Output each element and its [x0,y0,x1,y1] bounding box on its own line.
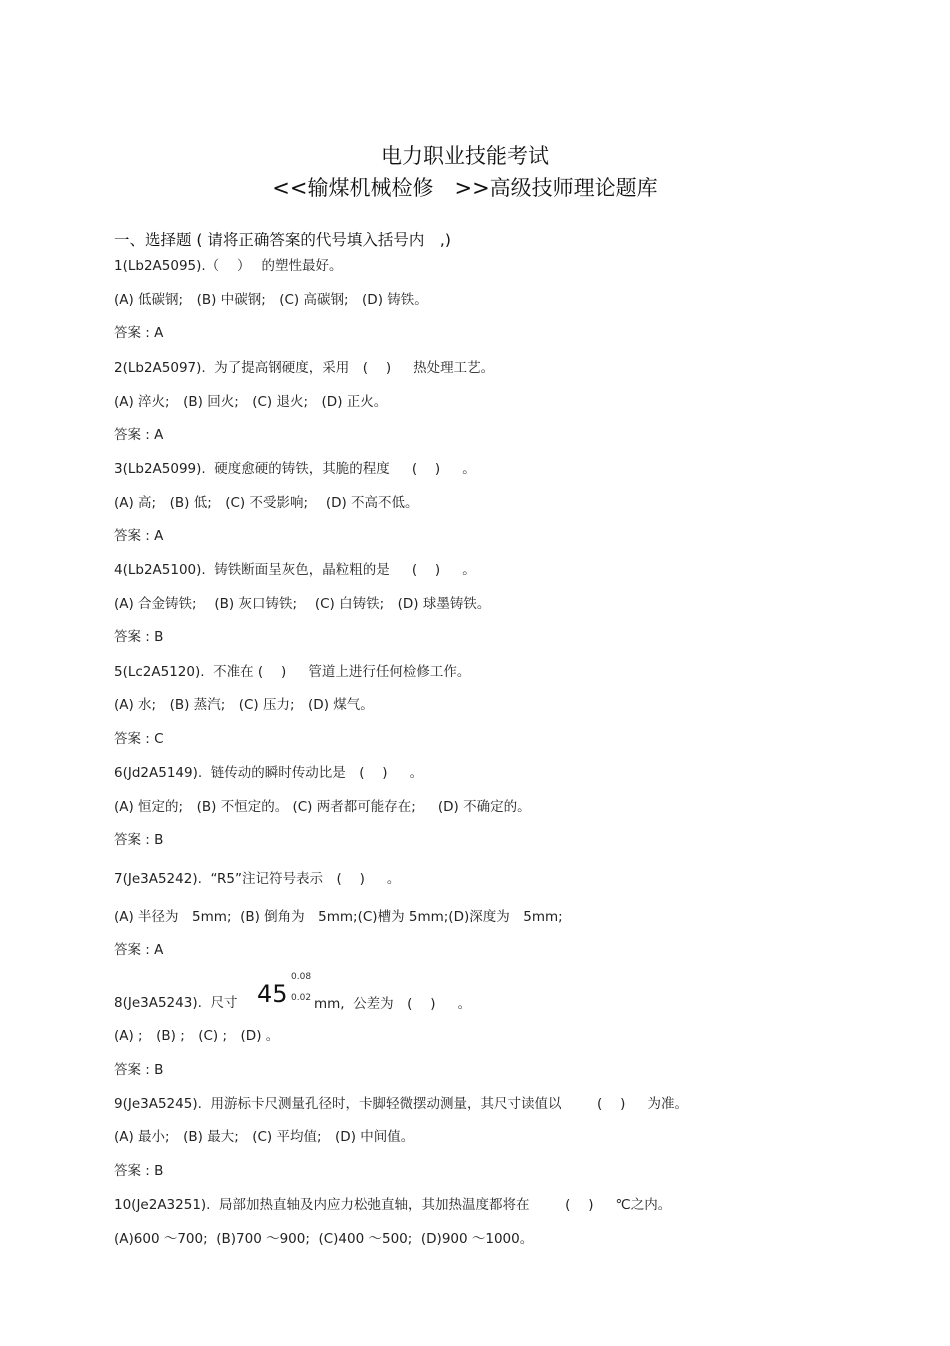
question-answer-1: 答案 : A [114,325,164,341]
question-answer-3: 答案 : A [114,528,164,544]
question-stem-10: 10(Je2A3251). 局部加热直轴及内应力松弛直轴，其加热温度都将在 ( ) ℃之内。 [114,1197,672,1213]
dimension-lower-deviation: 0.02 [291,993,312,1003]
question-answer-5: 答案 : C [114,731,164,747]
question-answer-9: 答案 : B [114,1163,164,1179]
question-stem-5: 5(Lc2A5120). 不准在 ( ) 管道上进行任何检修工作。 [114,664,471,680]
dimension-upper-deviation: 0.08 [291,972,312,982]
question-stem-2: 2(Lb2A5097). 为了提高钢硬度，采用 ( ) 热处理工艺。 [114,360,495,376]
question-stem-1: 1(Lb2A5095).（ ） 的塑性最好。 [114,258,343,274]
question-options-6: (A) 恒定的; (B) 不恒定的。 (C) 两者都可能存在; (D) 不确定的。 [114,799,531,815]
question-stem-3: 3(Lb2A5099). 硬度愈硬的铸铁，其脆的程度 ( ) 。 [114,461,476,477]
document-subtitle: <<输煤机械检修 >>高级技师理论题库 [272,176,658,200]
question-answer-7: 答案 : A [114,942,164,958]
question-options-7: (A) 半径为 5mm; (B) 倒角为 5mm;(C)槽为 5mm;(D)深度为 5mm; [114,909,563,925]
question-options-2: (A) 淬火; (B) 回火; (C) 退火; (D) 正火。 [114,394,388,410]
question-options-9: (A) 最小; (B) 最大; (C) 平均值; (D) 中间值。 [114,1129,415,1145]
document-title: 电力职业技能考试 [381,144,549,168]
question-options-1: (A) 低碳钢; (B) 中碳钢; (C) 高碳钢; (D) 铸铁。 [114,292,428,308]
question-options-3: (A) 高; (B) 低; (C) 不受影响; (D) 不高不低。 [114,495,419,511]
question-stem-8: 8(Je3A5243). 尺寸 [114,995,238,1011]
question-stem-7: 7(Je3A5242). “R5”注记符号表示 ( ) 。 [114,871,401,887]
question-stem-6: 6(Jd2A5149). 链传动的瞬时传动比是 ( ) 。 [114,765,424,781]
dimension-value: 45 [257,980,288,1008]
question-options-10: (A)600 ～700; (B)700 ～900; (C)400 ～500; (D)900 ～1000。 [114,1231,534,1247]
question-answer-6: 答案 : B [114,832,164,848]
question-options-8: (A) ; (B) ; (C) ; (D) 。 [114,1028,280,1044]
question-options-5: (A) 水; (B) 蒸汽; (C) 压力; (D) 煤气。 [114,697,374,713]
section-heading: 一、选择题 ( 请将正确答案的代号填入括号内 ,) [114,231,451,249]
question-stem-4: 4(Lb2A5100). 铸铁断面呈灰色，晶粒粗的是 ( ) 。 [114,562,476,578]
question-options-4: (A) 合金铸铁; (B) 灰口铸铁; (C) 白铸铁; (D) 球墨铸铁。 [114,596,491,612]
question-answer-2: 答案 : A [114,427,164,443]
question-stem-8-rest: mm, 公差为 ( ) 。 [314,996,472,1012]
question-stem-9: 9(Je3A5245). 用游标卡尺测量孔径时，卡脚轻微摆动测量，其尺寸读值以 ( ) 为准。 [114,1096,688,1112]
question-answer-8: 答案 : B [114,1062,164,1078]
question-answer-4: 答案 : B [114,629,164,645]
